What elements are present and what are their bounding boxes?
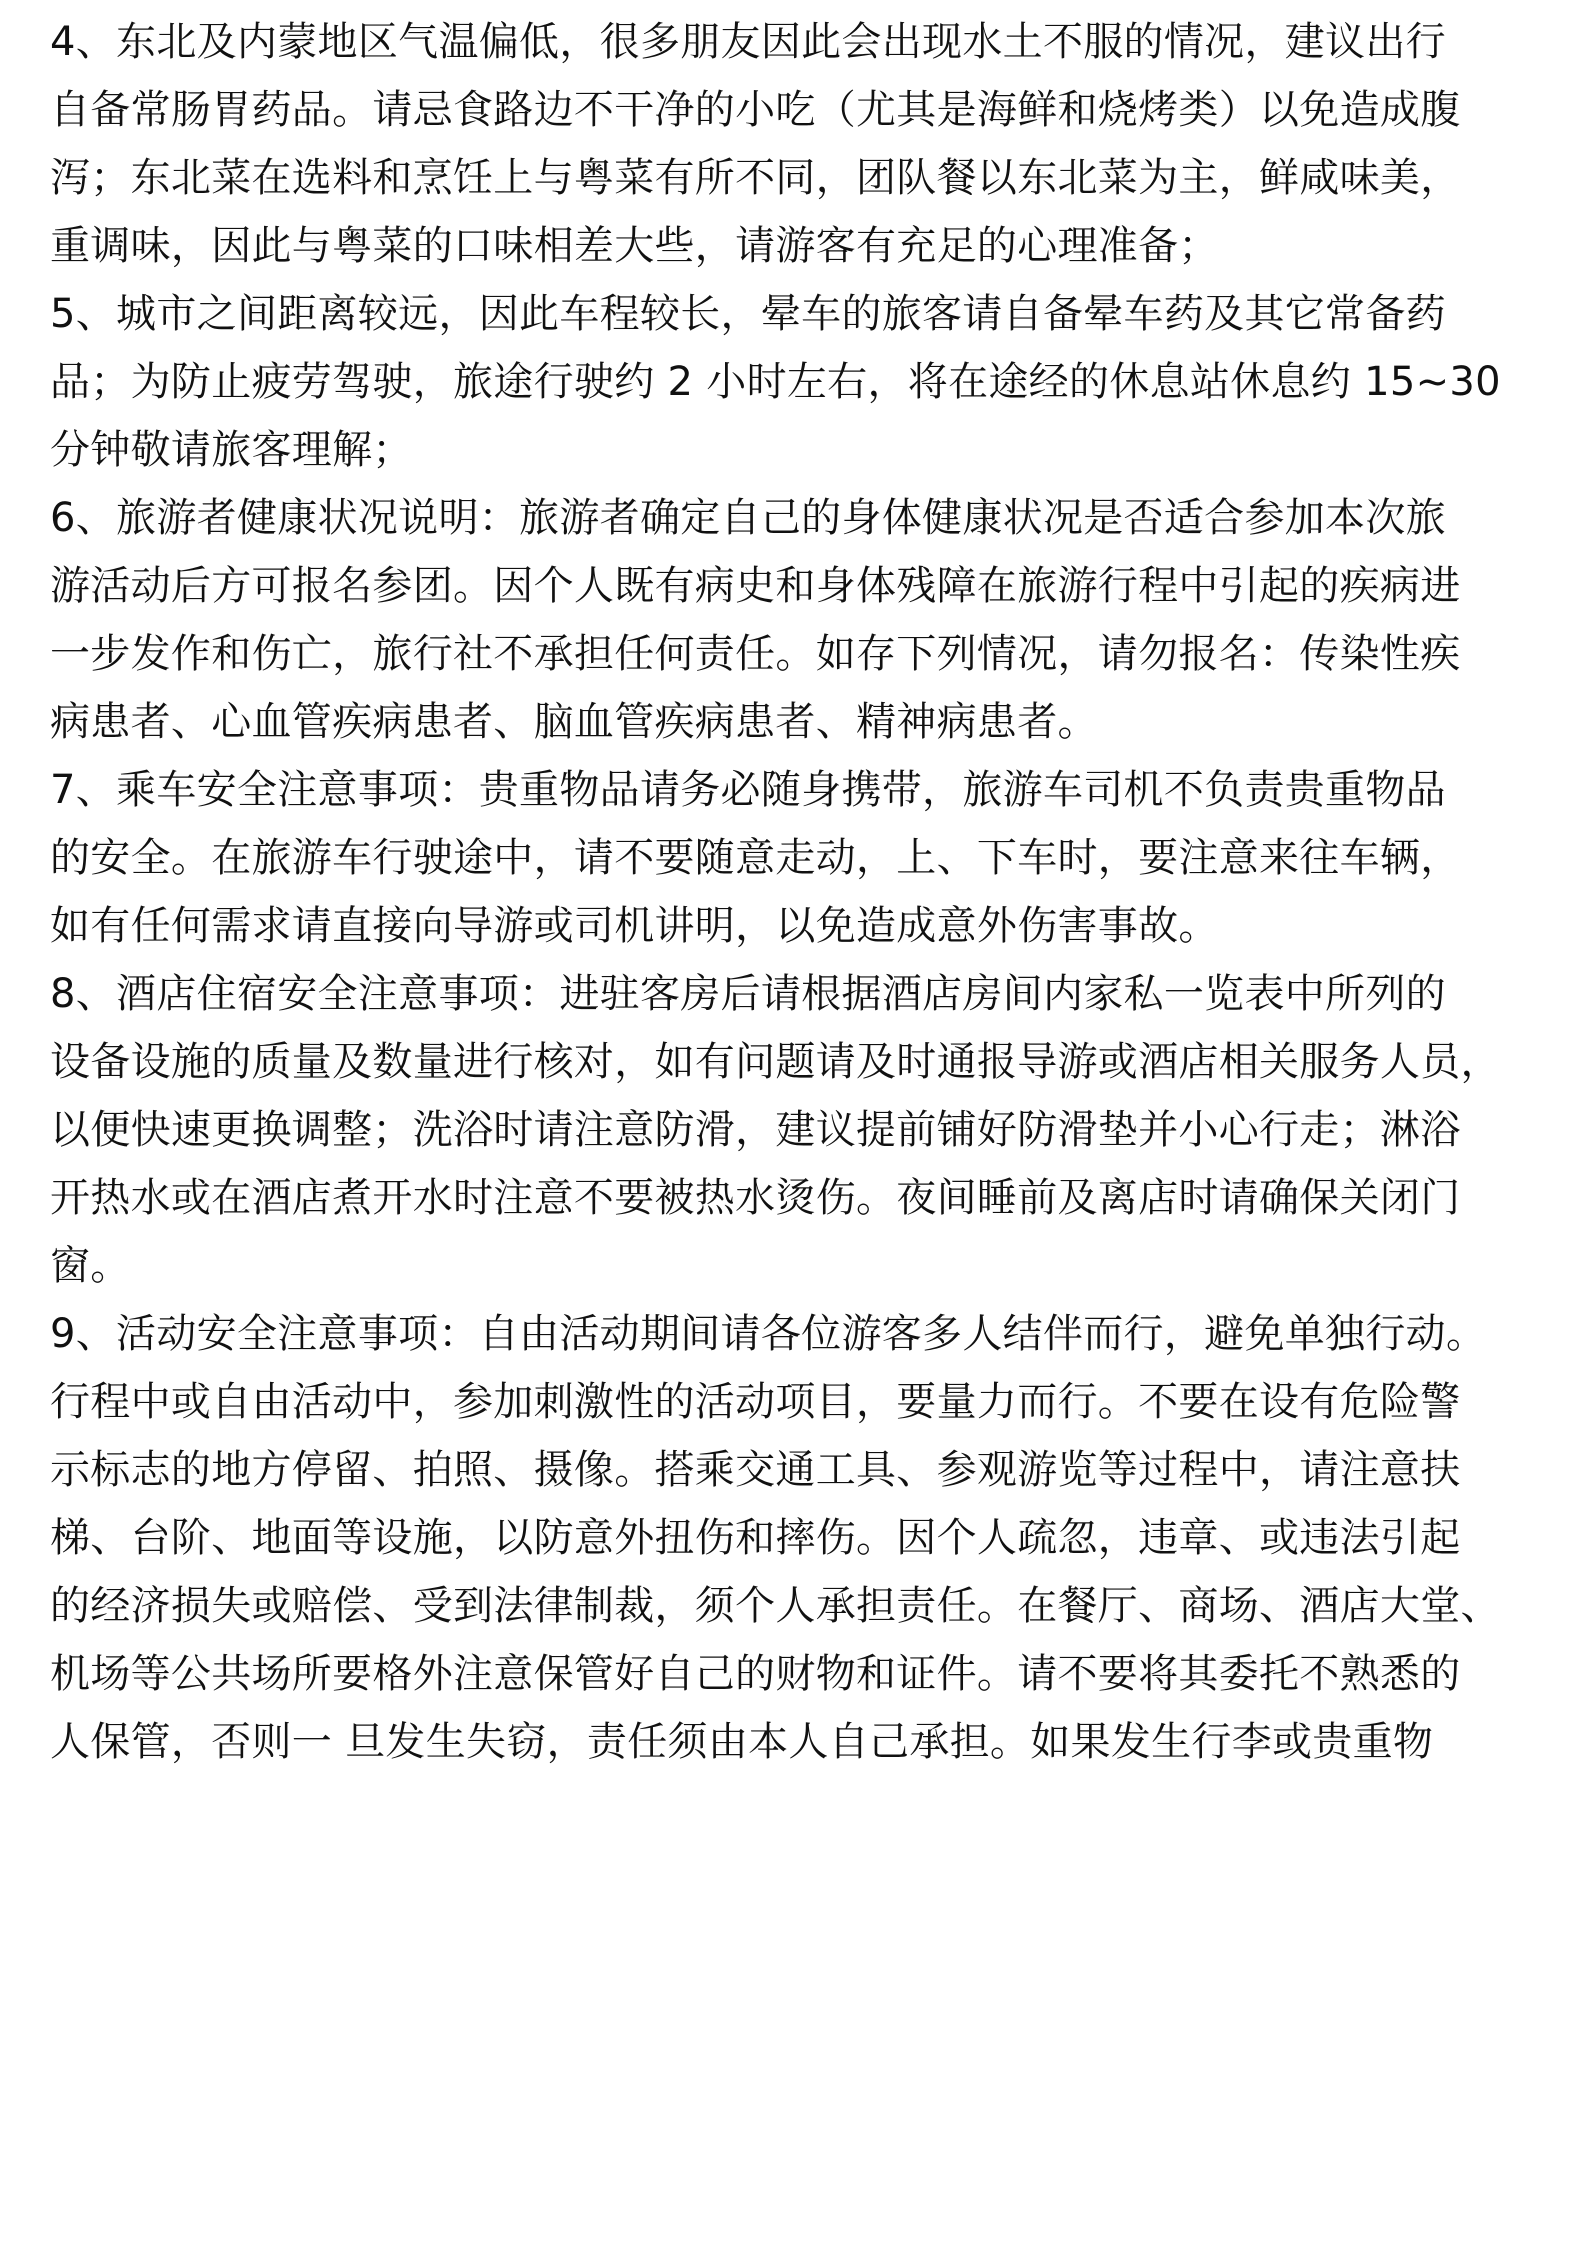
text-line: 重调味，因此与粤菜的口味相差大些，请游客有充足的心理准备； <box>50 223 1219 269</box>
text-line: 窗。 <box>50 1243 131 1289</box>
text-line: 机场等公共场所要格外注意保管好自己的财物和证件。请不要将其委托不熟悉的 <box>50 1651 1461 1697</box>
text-line: 设备设施的质量及数量进行核对，如有问题请及时通报导游或酒店相关服务人员， <box>50 1039 1501 1085</box>
text-line: 分钟敬请旅客理解； <box>50 427 413 473</box>
text-line: 游活动后方可报名参团。因个人既有病史和身体残障在旅游行程中引起的疾病进 <box>50 563 1461 609</box>
text-line: 以便快速更换调整；洗浴时请注意防滑，建议提前铺好防滑垫并小心行走；淋浴 <box>50 1107 1461 1153</box>
text-line: 行程中或自由活动中，参加刺激性的活动项目，要量力而行。不要在设有危险警 <box>50 1379 1461 1425</box>
text-line: 5、城市之间距离较远，因此车程较长，晕车的旅客请自备晕车药及其它常备药 <box>50 291 1446 337</box>
text-line: 病患者、心血管疾病患者、脑血管疾病患者、精神病患者。 <box>50 699 1098 745</box>
document-body <box>50 8 1550 1776</box>
text-line: 如有任何需求请直接向导游或司机讲明，以免造成意外伤害事故。 <box>50 903 1219 949</box>
text-line: 品；为防止疲劳驾驶，旅途行驶约 2 小时左右，将在途经的休息站休息约 15~30 <box>50 359 1501 405</box>
text-line: 人保管，否则一 旦发生失窃，责任须由本人自己承担。如果发生行李或贵重物 <box>50 1719 1434 1765</box>
text-line: 6、旅游者健康状况说明：旅游者确定自己的身体健康状况是否适合参加本次旅 <box>50 495 1446 541</box>
text-line: 一步发作和伤亡，旅行社不承担任何责任。如存下列情况，请勿报名：传染性疾 <box>50 631 1461 677</box>
text-line: 开热水或在酒店煮开水时注意不要被热水烫伤。夜间睡前及离店时请确保关闭门 <box>50 1175 1461 1221</box>
text-line: 示标志的地方停留、拍照、摄像。搭乘交通工具、参观游览等过程中，请注意扶 <box>50 1447 1461 1493</box>
text-line: 的经济损失或赔偿、受到法律制裁，须个人承担责任。在餐厅、商场、酒店大堂、 <box>50 1583 1501 1629</box>
text-line: 梯、台阶、地面等设施，以防意外扭伤和摔伤。因个人疏忽，违章、或违法引起 <box>50 1515 1461 1561</box>
text-line: 自备常肠胃药品。请忌食路边不干净的小吃（尤其是海鲜和烧烤类）以免造成腹 <box>50 87 1461 133</box>
text-line: 泻；东北菜在选料和烹饪上与粤菜有所不同，团队餐以东北菜为主，鲜咸味美， <box>50 155 1461 201</box>
text-line: 8、酒店住宿安全注意事项：进驻客房后请根据酒店房间内家私一览表中所列的 <box>50 971 1446 1017</box>
text-line: 9、活动安全注意事项：自由活动期间请各位游客多人结伴而行，避免单独行动。 <box>50 1311 1487 1357</box>
text-line: 的安全。在旅游车行驶途中，请不要随意走动，上、下车时，要注意来往车辆， <box>50 835 1461 881</box>
text-line: 7、乘车安全注意事项：贵重物品请务必随身携带，旅游车司机不负责贵重物品 <box>50 767 1446 813</box>
text-line: 4、东北及内蒙地区气温偏低，很多朋友因此会出现水土不服的情况，建议出行 <box>50 19 1446 65</box>
